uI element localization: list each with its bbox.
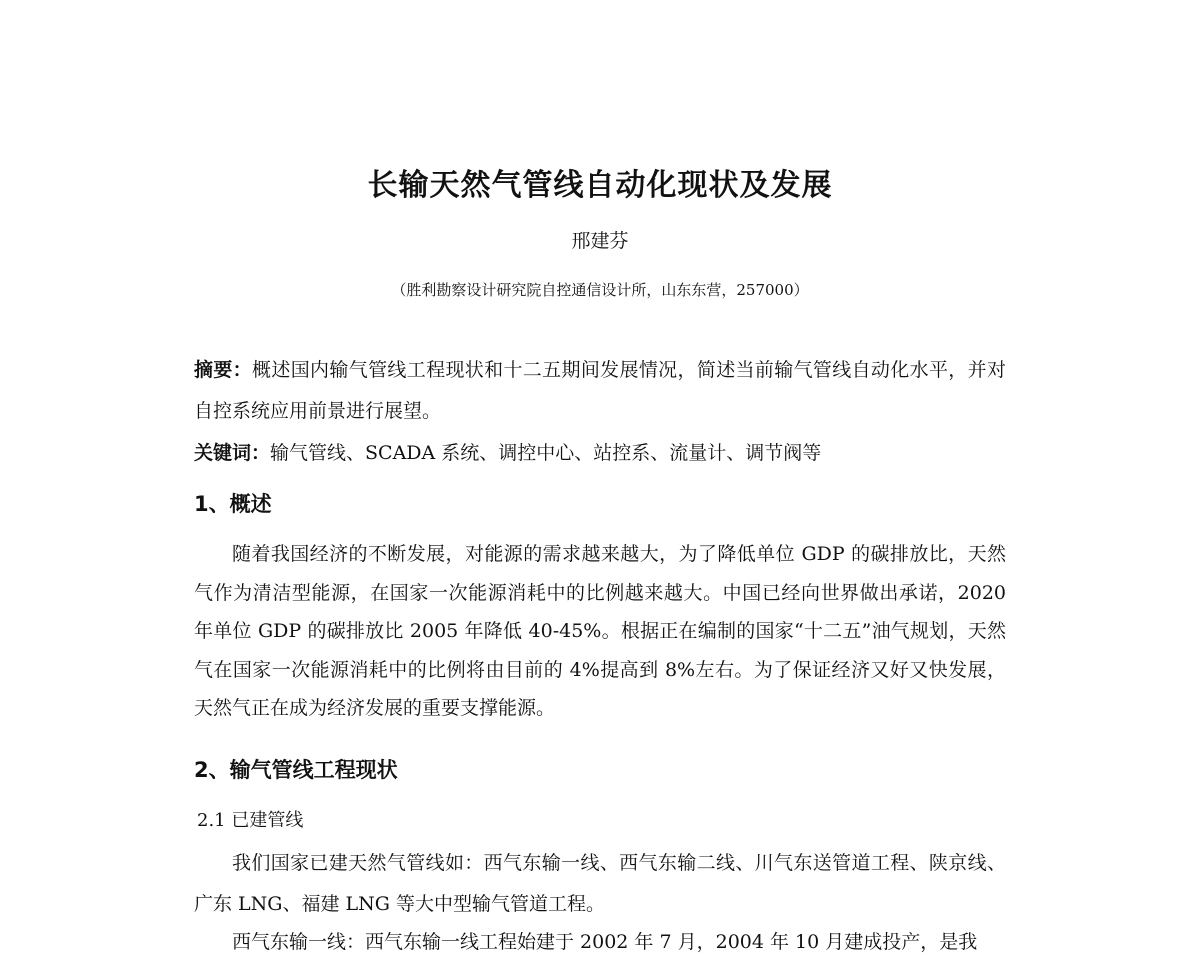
keywords-text: 输气管线、SCADA 系统、调控中心、站控系、流量计、调节阀等 [270, 442, 822, 464]
section-2-heading: 2、输气管线工程现状 [194, 758, 398, 782]
keywords-label: 关键词： [194, 442, 271, 464]
abstract-text: 概述国内输气管线工程现状和十二五期间发展情况，简述当前输气管线自动化水平，并对自控系统应用前景进行展望。 [194, 359, 1006, 422]
abstract-label: 摘要： [194, 359, 253, 381]
section-1-paragraph: 随着我国经济的不断发展，对能源的需求越来越大，为了降低单位 GDP 的碳排放比，天然气作为清洁型能源，在国家一次能源消耗中的比例越来越大。中国已经向世界做出承诺，2020 年单位 GDP 的碳排放比 2005 年降低 40-45%。根据正在编制的国家“十二五”油气规划，天然气在国家一次能源消耗中的比例将由目前的 4%提高到 8%左右。为了保证经济又好又快发展，天然气正在成为经济发展的重要支撑能源。 [194, 543, 1006, 719]
paper-title: 长输天然气管线自动化现状及发展 [367, 168, 833, 203]
abstract [194, 350, 1006, 432]
section-2-paragraph-2: 西气东输一线：西气东输一线工程始建于 2002 年 7 月，2004 年 10 月建成投产，是我 [232, 931, 978, 953]
section-1-heading: 1、概述 [194, 492, 272, 516]
author-name: 邢建芬 [571, 230, 629, 252]
keywords [194, 434, 1006, 472]
subsection-2-1-heading: 2.1 已建管线 [197, 810, 304, 831]
section-2-paragraph-1: 我们国家已建天然气管线如：西气东输一线、西气东输二线、川气东送管道工程、陕京线、广东 LNG、福建 LNG 等大中型输气管道工程。 [194, 852, 1006, 915]
author-affiliation: （胜利勘察设计研究院自控通信设计所，山东东营，257000） [391, 281, 809, 299]
